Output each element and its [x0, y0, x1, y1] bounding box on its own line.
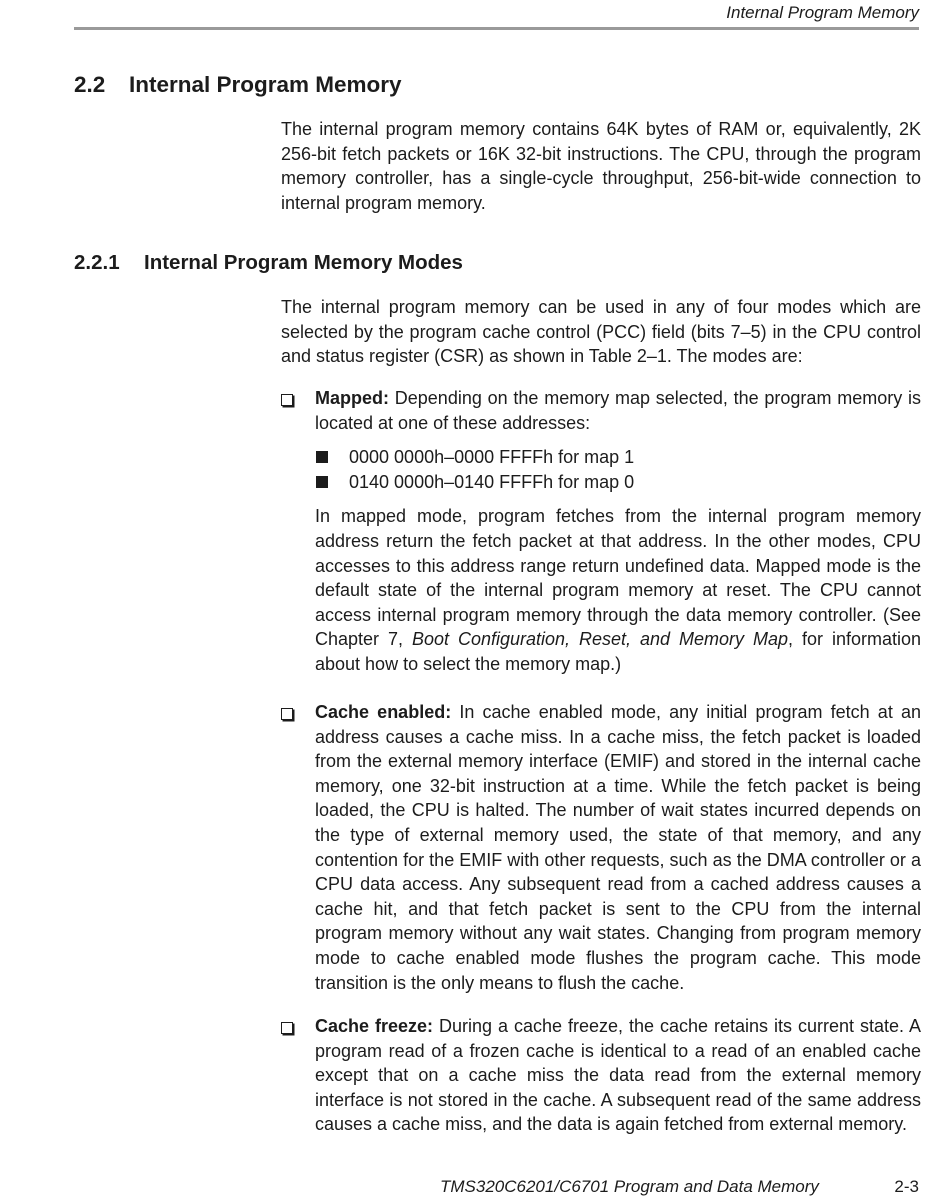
subsection-number: 2.2.1	[74, 251, 120, 274]
mode-label: Cache freeze:	[315, 1016, 434, 1036]
mode-item-cache-freeze	[281, 1014, 921, 1137]
mode-item-mapped	[281, 386, 921, 677]
address-list	[315, 445, 921, 494]
checkbox-bullet-icon	[281, 1022, 293, 1034]
address-range: 0140 0000h–0140 FFFFh for map 0	[349, 471, 635, 492]
mode-text: During a cache freeze, the cache retains its current state. A program read of a frozen cache is identical to a read of an enabled cache except that on a cache miss the data read from the external memory interface is not stored in the cache. A subsequent read of the same address causes a cache miss, and the data is again fetched from external memory.	[315, 1016, 921, 1135]
section-heading	[74, 72, 402, 98]
mode-text: In cache enabled mode, any initial program fetch at an address causes a cache miss. In a cache miss, the fetch packet is loaded from the external memory interface (EMIF) and stored in the internal cache memory, one 32-bit instruction at a time. While the fetch packet is being loaded, the CPU is halted. The number of wait states incurred depends on the type of external memory used, the state of that memory, and any contention for the EMIF with other requests, such as the DMA controller or a CPU data access. Any subsequent read from a cached address causes a cache hit, and that fetch packet is sent to the CPU from the internal program memory without any wait states. Changing from program memory mode to cache enabled mode flushes the program cache. This mode transition is the only means to flush the cache.	[315, 702, 921, 993]
detail-text: , for information about how to select the memory map.)	[315, 629, 921, 674]
header-rule	[74, 27, 919, 30]
footer-book-title: TMS320C6201/C6701 Program and Data Memory	[440, 1177, 819, 1196]
subsection-heading	[74, 251, 463, 275]
section-paragraph: The internal program memory contains 64K bytes of RAM or, equivalently, 2K 256-bit fetch packets or 16K 32-bit instructions. The CPU, through the program memory controller, has a single-cycle throughput, 256-bit-wide connection to internal program memory.	[281, 119, 921, 213]
mapped-mode-detail	[315, 504, 921, 676]
square-bullet-icon	[316, 451, 328, 463]
mode-item-cache-enabled	[281, 700, 921, 995]
checkbox-bullet-icon	[281, 394, 293, 406]
page-number: 2-3	[894, 1177, 919, 1196]
mode-label: Mapped:	[315, 388, 389, 408]
checkbox-bullet-icon	[281, 708, 293, 720]
section-title: Internal Program Memory	[129, 72, 402, 97]
section-number: 2.2	[74, 72, 106, 97]
list-item	[315, 445, 921, 470]
mode-description	[315, 700, 921, 995]
mode-description	[315, 1014, 921, 1137]
running-header: Internal Program Memory	[726, 3, 919, 22]
list-item	[315, 470, 921, 495]
subsection-title: Internal Program Memory Modes	[144, 251, 463, 274]
mode-label: Cache enabled:	[315, 702, 452, 722]
mode-description	[315, 386, 921, 435]
detail-text: In mapped mode, program fetches from the internal program memory address return the fetch packet at that address. In the other modes, CPU accesses to this address range return undefined data. Mapped mode is the default state of the internal program memory at reset. The CPU cannot access internal program memory through the data memory controller. (See Chapter 7,	[315, 506, 921, 650]
chapter-reference: Boot Configuration, Reset, and Memory Map	[411, 629, 788, 650]
mode-text: Depending on the memory map selected, the program memory is located at one of these addresses:	[315, 388, 921, 433]
subsection-paragraph: The internal program memory can be used in any of four modes which are selected by the program cache control (PCC) field (bits 7–5) in the CPU control and status register (CSR) as shown in Table 2–1. The modes are:	[281, 297, 921, 367]
address-range: 0000 0000h–0000 FFFFh for map 1	[349, 447, 635, 468]
square-bullet-icon	[316, 476, 328, 488]
